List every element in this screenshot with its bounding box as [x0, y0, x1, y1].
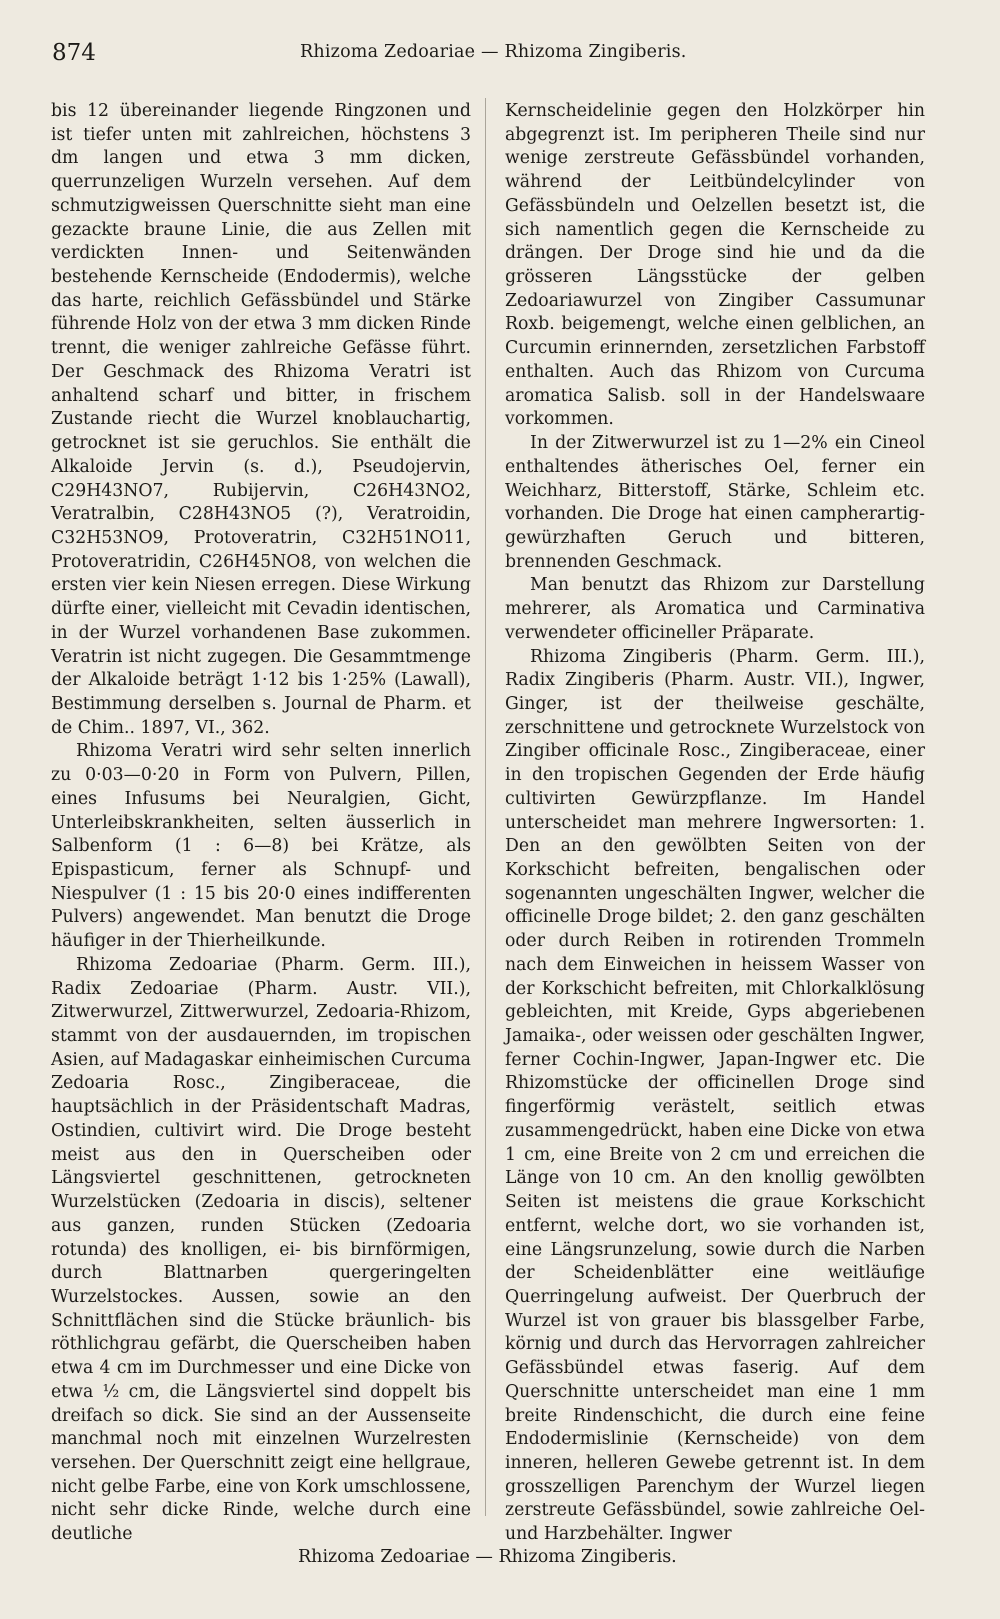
catchline-footer: Rhizoma Zedoariae — Rhizoma Zingiberis.: [298, 1547, 677, 1567]
right-paragraph-1: Kernscheidelinie gegen den Holzkörper hin abgegrenzt ist. Im peripheren Theile sind nur wenige zerstreute Gefässbündel vorhanden, während der Leitbündelcylinder von Gefässbündeln und Oelzellen besetzt ist, die sich namentlich gegen die Kernscheide zu drängen. Der Droge sind hie und da die grösseren Längsstücke der gelben Zedoariawurzel von Zingiber Cassumunar Roxb. beigemengt, welche einen gelblichen, an Curcumin erinnernden, zersetzlichen Farbstoff enthalten. Auch das Rhizom von Curcuma aromatica Salisb. soll in der Handelswaare vorkommen.: [505, 101, 925, 430]
running-head: Rhizoma Zedoariae — Rhizoma Zingiberis.: [300, 42, 687, 62]
left-paragraph-2: Rhizoma Veratri wird sehr selten innerlich zu 0·03—0·20 in Form von Pulvern, Pillen, eines Infusums bei Neuralgien, Gicht, Unterleibskrankheiten, selten äusserlich in Salbenform (1 : 6—8) bei Krätze, als Epispasticum, ferner als Schnupf- und Niespulver (1 : 15 bis 20·0 eines indifferenten Pulvers) angewendet. Man benutzt die Droge häufiger in der Thierheilkunde.: [51, 741, 471, 952]
right-paragraph-3: Man benutzt das Rhizom zur Darstellung mehrerer, als Aromatica und Carminativa verwendeter officineller Präparate.: [505, 575, 925, 643]
left-column: [51, 100, 471, 1545]
right-column: [505, 100, 925, 1545]
right-paragraph-4: Rhizoma Zingiberis (Pharm. Germ. III.), Radix Zingiberis (Pharm. Austr. VII.), Ingwer, Ginger, ist der theilweise geschälte, zerschnittene und getrocknete Wurzelstock von Zingiber officinale Rosc., Zingiberaceae, einer in den tropischen Gegenden der Erde häufig cultivirten Gewürzpflanze. Im Handel unterscheidet man mehrere Ingwersorten: 1. Den an den gewölbten Seiten von der Korkschicht befreiten, bengalischen oder sogenannten ungeschälten Ingwer, welcher die officinelle Droge bildet; 2. den ganz geschälten oder durch Reiben in rotirenden Trommeln nach dem Einweichen in heissem Wasser von der Korkschicht befreiten, mit Chlorkalklösung gebleichten, mit Kreide, Gyps abgeriebenen Jamaika-, oder weissen oder geschälten Ingwer, ferner Cochin-Ingwer, Japan-Ingwer etc. Die Rhizomstücke der officinellen Droge sind fingerförmig verästelt, seitlich etwas zusammengedrückt, haben eine Dicke von etwa 1 cm, eine Breite von 2 cm und erreichen die Länge von 10 cm. An den knollig gewölbten Seiten ist meistens die graue Korkschicht entfernt, welche dort, wo sie vorhanden ist, eine Längsrunzelung, sowie durch die Narben der Scheidenblätter eine weitläufige Querringelung aufweist. Der Querbruch der Wurzel ist von grauer bis blassgelber Farbe, körnig und durch das Hervorragen zahlreicher Gefässbündel etwas faserig. Auf dem Querschnitte unterscheidet man eine 1 mm breite Rindenschicht, die durch eine feine Endodermislinie (Kernscheide) von dem inneren, helleren Gewebe getrennt ist. In dem grosszelligen Parenchym der Wurzel liegen zerstreute Gefässbündel, sowie zahlreiche Oel- und Harzbehälter. Ingwer: [505, 646, 925, 1545]
left-paragraph-1: bis 12 übereinander liegende Ringzonen und ist tiefer unten mit zahlreichen, höchstens 3 dm langen und etwa 3 mm dicken, querrunzeligen Wurzeln versehen. Auf dem schmutzigweissen Querschnitte sieht man eine gezackte braune Linie, die aus Zellen mit verdickten Innen- und Seitenwänden bestehende Kernscheide (Endodermis), welche das harte, reichlich Gefässbündel und Stärke führende Holz von der etwa 3 mm dicken Rinde trennt, die weniger zahlreiche Gefässe führt. Der Geschmack des Rhizoma Veratri ist anhaltend scharf und bitter, in frischem Zustande riecht die Wurzel knoblauchartig, getrocknet ist sie geruchlos. Sie enthält die Alkaloide Jervin (s. d.), Pseudojervin, C29H43NO7, Rubijervin, C26H43NO2, Veratralbin, C28H43NO5 (?), Veratroidin, C32H53NO9, Protoveratrin, C32H51NO11, Protoveratridin, C26H45NO8, von welchen die ersten vier kein Niesen erregen. Diese Wirkung dürfte einer, vielleicht mit Cevadin identischen, in der Wurzel vorhandenen Base zukommen. Veratrin ist nicht zugegen. Die Gesammtmenge der Alkaloide beträgt 1·12 bis 1·25% (Lawall), Bestimmung derselben s. Journal de Pharm. et de Chim.. 1897, VI., 362.: [51, 101, 471, 738]
page-number: 874: [52, 40, 96, 66]
column-divider: [485, 98, 486, 1516]
right-paragraph-2: In der Zitwerwurzel ist zu 1—2% ein Cineol enthaltendes ätherisches Oel, ferner ein Weichharz, Bitterstoff, Stärke, Schleim etc. vorhanden. Die Droge hat einen campherartig-gewürzhaften Geruch und bitteren, brennenden Geschmack.: [505, 433, 925, 572]
left-paragraph-3: Rhizoma Zedoariae (Pharm. Germ. III.), Radix Zedoariae (Pharm. Austr. VII.), Zitwerwurzel, Zittwerwurzel, Zedoaria-Rhizom, stammt von der ausdauernden, im tropischen Asien, auf Madagaskar einheimischen Curcuma Zedoaria Rosc., Zingiberaceae, die hauptsächlich in der Präsidentschaft Madras, Ostindien, cultivirt wird. Die Droge besteht meist aus den in Querscheiben oder Längsviertel geschnittenen, getrockneten Wurzelstücken (Zedoaria in discis), seltener aus ganzen, runden Stücken (Zedoaria rotunda) des knolligen, ei- bis birnförmigen, durch Blattnarben quergeringelten Wurzelstockes. Aussen, sowie an den Schnittflächen sind die Stücke bräunlich- bis röthlichgrau gefärbt, die Querscheiben haben etwa 4 cm im Durchmesser und eine Dicke von etwa ½ cm, die Längsviertel sind doppelt bis dreifach so dick. Sie sind an der Aussenseite manchmal noch mit einzelnen Wurzelresten versehen. Der Querschnitt zeigt eine hellgraue, nicht gelbe Farbe, eine von Kork umschlossene, nicht sehr dicke Rinde, welche durch eine deutliche: [51, 954, 471, 1545]
